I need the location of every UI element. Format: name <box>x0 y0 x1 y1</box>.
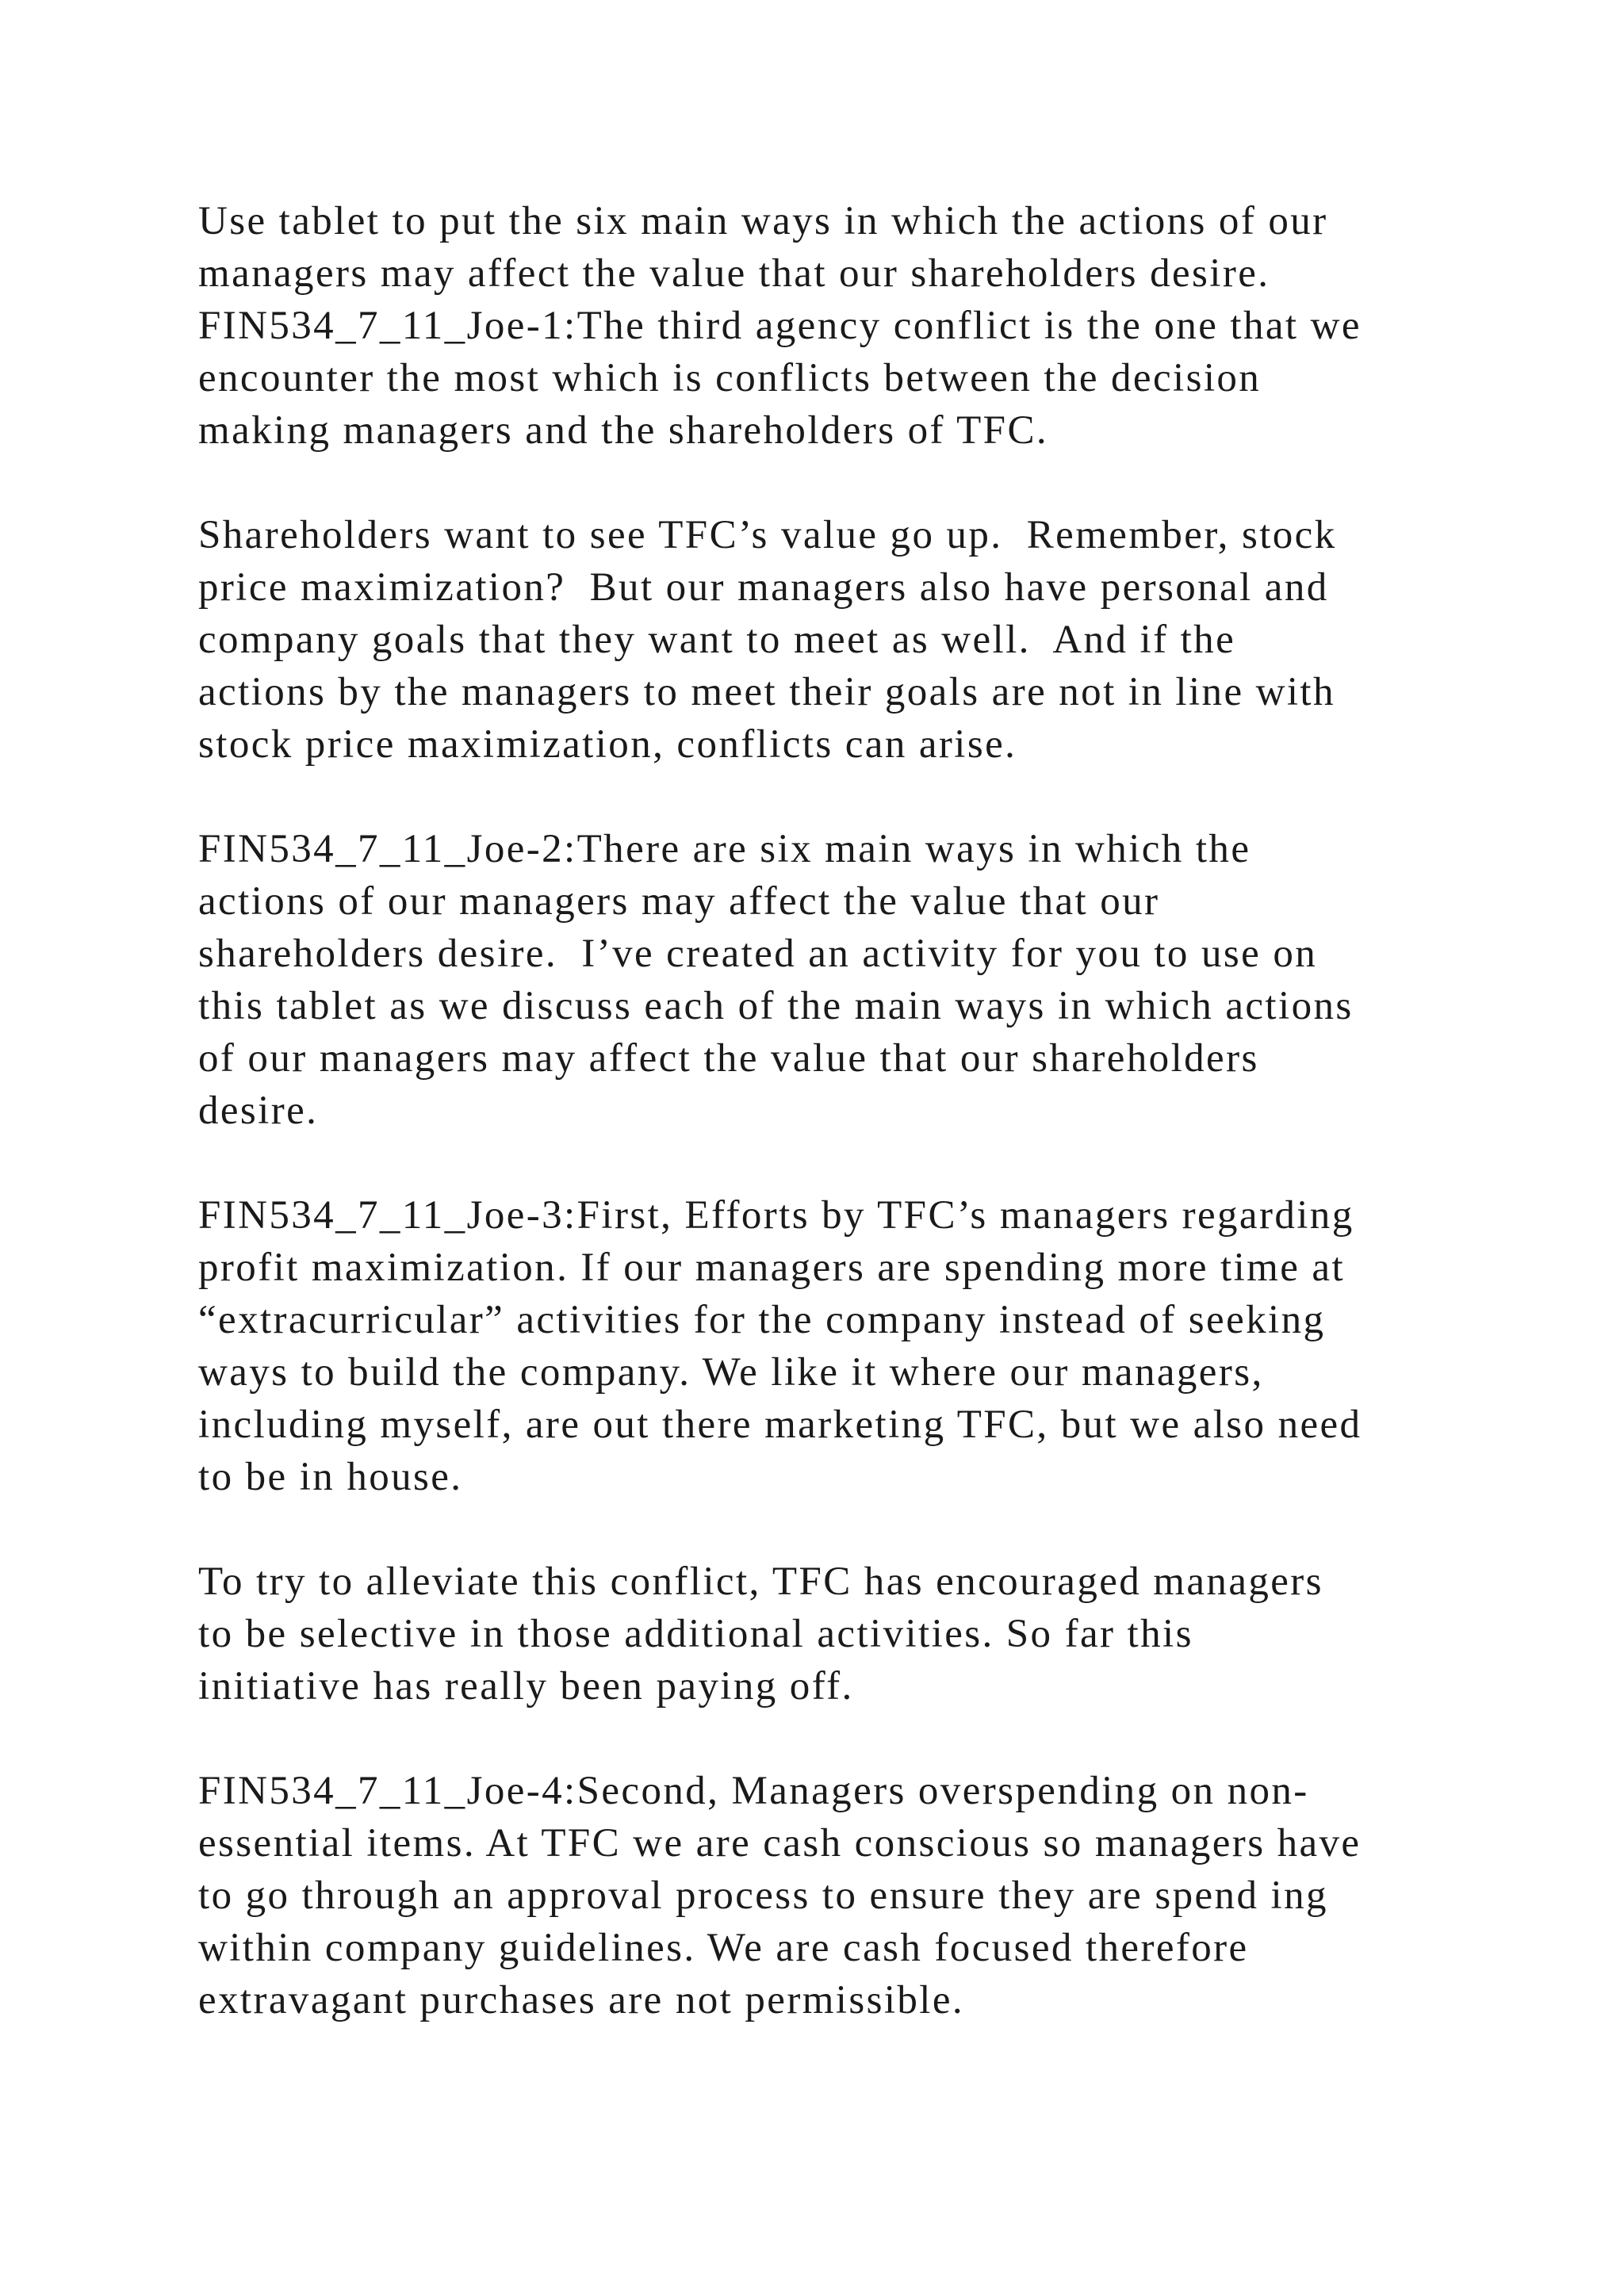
text-line: ways to build the company. We like it where our managers, <box>198 1350 1264 1395</box>
paragraph <box>198 1189 1499 1503</box>
text-line: encounter the most which is conflicts between the decision <box>198 356 1262 400</box>
paragraph <box>198 823 1499 1137</box>
text-line: Shareholders want to see TFC’s value go up. Remember, stock <box>198 513 1337 557</box>
text-line: managers may affect the value that our shareholders desire. <box>198 251 1270 296</box>
paragraph <box>198 1556 1499 1712</box>
text-line: price maximization? But our managers also have personal and <box>198 565 1329 610</box>
text-line: this tablet as we discuss each of the main ways in which actions <box>198 984 1354 1028</box>
text-line: making managers and the shareholders of TFC. <box>198 408 1049 453</box>
text-line: FIN534_7_11_Joe-2:There are six main ways in which the <box>198 827 1251 871</box>
text-line: desire. <box>198 1089 319 1133</box>
text-line: Use tablet to put the six main ways in which the actions of our <box>198 199 1328 243</box>
text-line: stock price maximization, conflicts can arise. <box>198 722 1017 767</box>
text-line: within company guidelines. We are cash focused therefore <box>198 1926 1249 1970</box>
text-line: initiative has really been paying off. <box>198 1664 854 1709</box>
paragraph-gap <box>198 1503 1499 1556</box>
text-line: actions of our managers may affect the value that our <box>198 879 1160 924</box>
text-line: company goals that they want to meet as well. And if the <box>198 618 1236 662</box>
text-line: FIN534_7_11_Joe-3:First, Efforts by TFC’s managers regarding <box>198 1193 1354 1238</box>
paragraph-gap <box>198 1137 1499 1189</box>
text-line: FIN534_7_11_Joe-4:Second, Managers overspending on non- <box>198 1769 1309 1813</box>
text-line: profit maximization. If our managers are spending more time at <box>198 1246 1346 1290</box>
document-body <box>198 195 1499 2026</box>
text-line: to be selective in those additional activities. So far this <box>198 1612 1193 1656</box>
paragraph-gap <box>198 1712 1499 1765</box>
text-line: including myself, are out there marketing TFC, but we also need <box>198 1402 1362 1447</box>
paragraph-gap <box>198 771 1499 823</box>
paragraph <box>198 509 1499 771</box>
text-line: FIN534_7_11_Joe-1:The third agency conflict is the one that we <box>198 304 1362 348</box>
text-line: “extracurricular” activities for the company instead of seeking <box>198 1298 1326 1342</box>
text-line: actions by the managers to meet their goals are not in line with <box>198 670 1335 714</box>
paragraph <box>198 195 1499 457</box>
text-line: to be in house. <box>198 1455 463 1499</box>
paragraph-gap <box>198 457 1499 509</box>
text-line: shareholders desire. I’ve created an activity for you to use on <box>198 932 1318 976</box>
text-line: essential items. At TFC we are cash conscious so managers have <box>198 1821 1362 1866</box>
text-line: to go through an approval process to ensure they are spend ing <box>198 1873 1328 1918</box>
text-line: To try to alleviate this conflict, TFC has encouraged managers <box>198 1559 1323 1604</box>
text-line: extravagant purchases are not permissible. <box>198 1978 965 2022</box>
paragraph <box>198 1765 1499 2026</box>
text-line: of our managers may affect the value that our shareholders <box>198 1036 1259 1081</box>
